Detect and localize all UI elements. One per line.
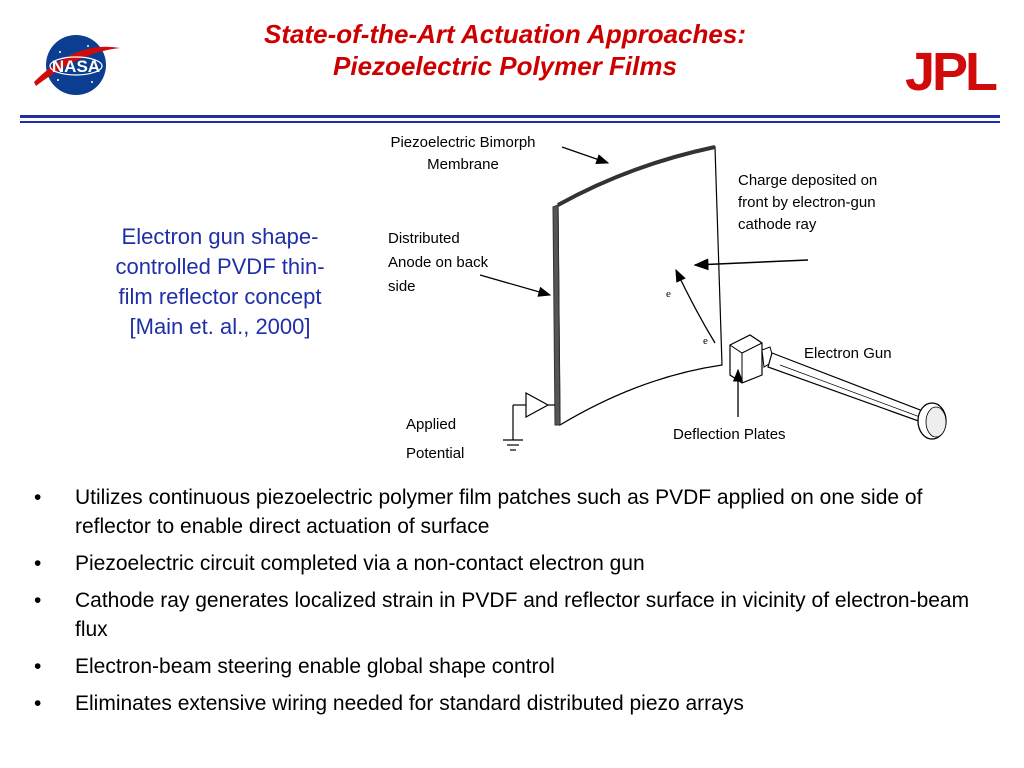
label-anode-line1: Distributed — [388, 230, 460, 247]
caption-line3: film reflector concept — [118, 284, 322, 309]
label-applied-line1: Applied — [406, 416, 457, 433]
label-electron-gun: Electron Gun — [804, 345, 892, 362]
label-applied-line2: Potential — [406, 445, 465, 462]
bullet-item — [30, 689, 1000, 718]
bullet-symbol: • — [34, 486, 42, 509]
nasa-logo — [30, 30, 122, 100]
label-deflection-plates: Deflection Plates — [673, 426, 786, 443]
bullet-list — [30, 483, 1000, 726]
label-bimorph-line1: Piezoelectric Bimorph — [390, 134, 536, 151]
bullet-item — [30, 652, 1000, 681]
anode-leader — [480, 275, 550, 295]
bullet-item — [30, 586, 1000, 644]
nasa-logo-text: NASA — [51, 57, 101, 76]
header-rule-bottom — [20, 121, 1000, 123]
bullet-item — [30, 483, 1000, 541]
slide-title — [150, 18, 860, 82]
caption-line4: [Main et. al., 2000] — [129, 314, 311, 339]
bullet-text: Electron-beam steering enable global shape control — [75, 655, 555, 678]
bimorph-leader — [562, 147, 608, 163]
jpl-logo — [900, 42, 1000, 98]
slide-title-line2: Piezoelectric Polymer Films — [333, 51, 677, 81]
label-charge-line3: cathode ray — [738, 216, 817, 233]
bullet-item — [30, 549, 1000, 578]
bullet-symbol: • — [34, 655, 42, 678]
electron-symbol-lower: e — [703, 335, 708, 347]
reflector-diagram — [350, 125, 1010, 470]
bullet-text: Utilizes continuous piezoelectric polymer film patches such as PVDF applied on one side of reflector to enable direct actuation of surface — [75, 486, 923, 538]
slide-title-line1: State-of-the-Art Actuation Approaches: — [264, 19, 746, 49]
bullet-symbol: • — [34, 589, 42, 612]
label-charge-line1: Charge deposited on — [738, 172, 878, 189]
bullet-text: Cathode ray generates localized strain in PVDF and reflector surface in vicinity of electron-beam flux — [75, 589, 970, 641]
label-anode-line2: Anode on back — [388, 254, 489, 271]
label-bimorph-line2: Membrane — [427, 156, 499, 173]
electron-symbol-upper: e — [666, 288, 671, 300]
bullet-text: Eliminates extensive wiring needed for standard distributed piezo arrays — [75, 692, 744, 715]
applied-potential-symbol — [503, 393, 555, 450]
caption-line2: controlled PVDF thin- — [115, 254, 325, 279]
bullet-text: Piezoelectric circuit completed via a non-contact electron gun — [75, 552, 645, 575]
label-anode-line3: side — [388, 278, 416, 295]
figure-caption — [70, 222, 370, 342]
membrane-shape — [553, 147, 722, 425]
header-rule-top — [20, 115, 1000, 118]
bullet-symbol: • — [34, 692, 42, 715]
jpl-logo-text: JPL — [904, 42, 996, 98]
label-charge-line2: front by electron-gun — [738, 194, 876, 211]
bullet-symbol: • — [34, 552, 42, 575]
caption-line1: Electron gun shape- — [121, 224, 319, 249]
